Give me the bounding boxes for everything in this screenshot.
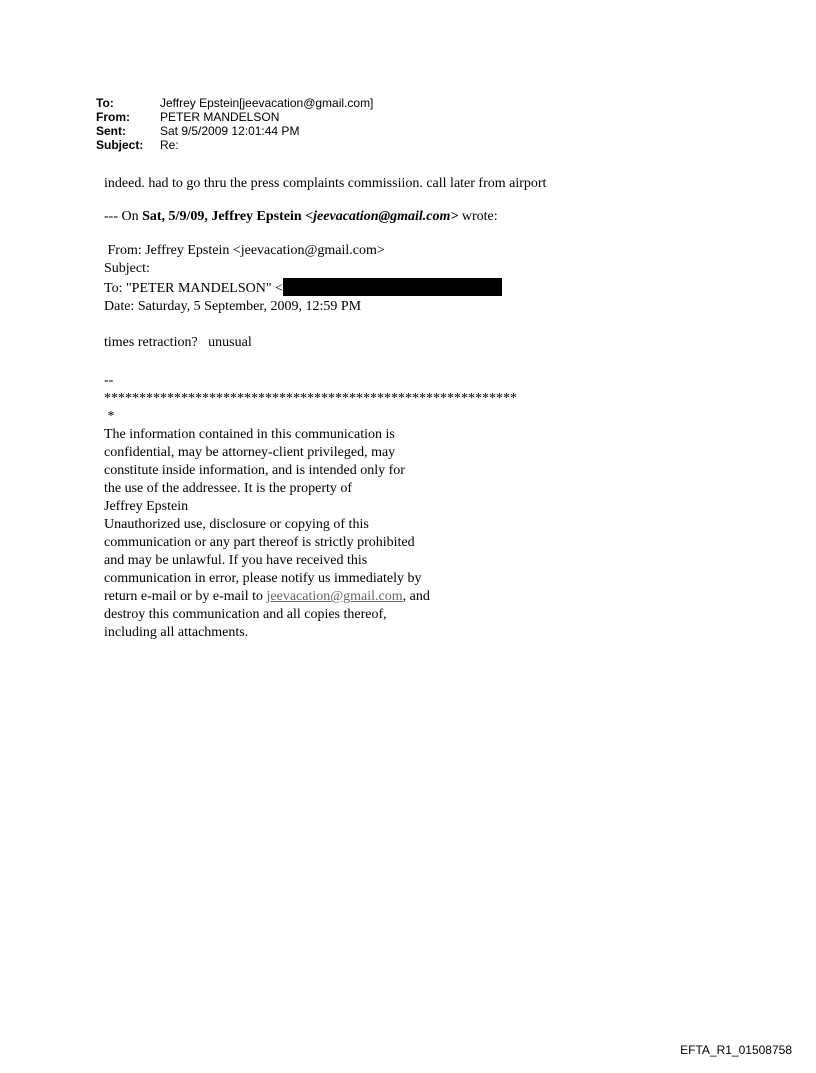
quote-prefix: --- On [104, 209, 143, 224]
quote-suffix: wrote: [458, 209, 498, 224]
return-suffix: , and [402, 589, 430, 604]
email-header [96, 96, 373, 152]
quote-attribution [104, 208, 546, 226]
sent-row [96, 124, 373, 138]
subject-value: Re: [160, 138, 179, 152]
orig-to: To: "PETER MANDELSON" < [104, 281, 283, 296]
orig-from: From: Jeffrey Epstein <jeevacation@gmail.com> [104, 243, 385, 258]
orig-subject: Subject: [104, 261, 150, 276]
disclaimer-line: the use of the addressee. It is the property of [104, 481, 353, 496]
subject-row [96, 138, 373, 152]
subject-label: Subject: [96, 138, 144, 152]
orig-date: Date: Saturday, 5 September, 2009, 12:59 PM [104, 299, 362, 314]
signature-stars: *********************************************************** [104, 391, 517, 406]
sent-label: Sent: [96, 124, 126, 138]
disclaimer-line: constitute inside information, and is intended only for [104, 463, 405, 478]
quote-date-name: Sat, 5/9/09, Jeffrey Epstein [142, 209, 306, 224]
from-value: PETER MANDELSON [160, 110, 280, 124]
disclaimer-line: including all attachments. [104, 625, 249, 640]
return-prefix: return e-mail or by e-mail to [104, 589, 267, 604]
disclaimer-line: and may be unlawful. If you have received this [104, 553, 368, 568]
signature-dash: -- [104, 373, 114, 388]
email-link[interactable]: jeevacation@gmail.com [266, 589, 403, 604]
to-label: To: [96, 96, 114, 110]
orig-to-line [104, 278, 546, 298]
disclaimer-line: confidential, may be attorney-client privileged, may [104, 445, 396, 460]
reply-text: indeed. had to go thru the press complaints commissiion. call later from airport [104, 176, 547, 191]
disclaimer-line: communication or any part thereof is strictly prohibited [104, 535, 415, 550]
from-label: From: [96, 110, 130, 124]
from-row [96, 110, 373, 124]
disclaimer-line: The information contained in this communication is [104, 427, 395, 442]
disclaimer-line: communication in error, please notify us immediately by [104, 571, 422, 586]
to-value: Jeffrey Epstein[jeevacation@gmail.com] [160, 96, 374, 110]
document-id: EFTA_R1_01508758 [680, 1043, 792, 1057]
redaction-block [283, 278, 502, 296]
signature-star: * [104, 409, 115, 424]
email-body [104, 175, 546, 642]
disclaimer-line: Jeffrey Epstein [104, 499, 189, 514]
quote-email: <jeevacation@gmail.com> [305, 209, 459, 224]
to-row [96, 96, 373, 110]
orig-message: times retraction? unusual [104, 335, 252, 350]
sent-value: Sat 9/5/2009 12:01:44 PM [160, 124, 300, 138]
disclaimer-return-line [104, 588, 546, 606]
disclaimer-line: destroy this communication and all copies thereof, [104, 607, 387, 622]
disclaimer-line: Unauthorized use, disclosure or copying of this [104, 517, 369, 532]
